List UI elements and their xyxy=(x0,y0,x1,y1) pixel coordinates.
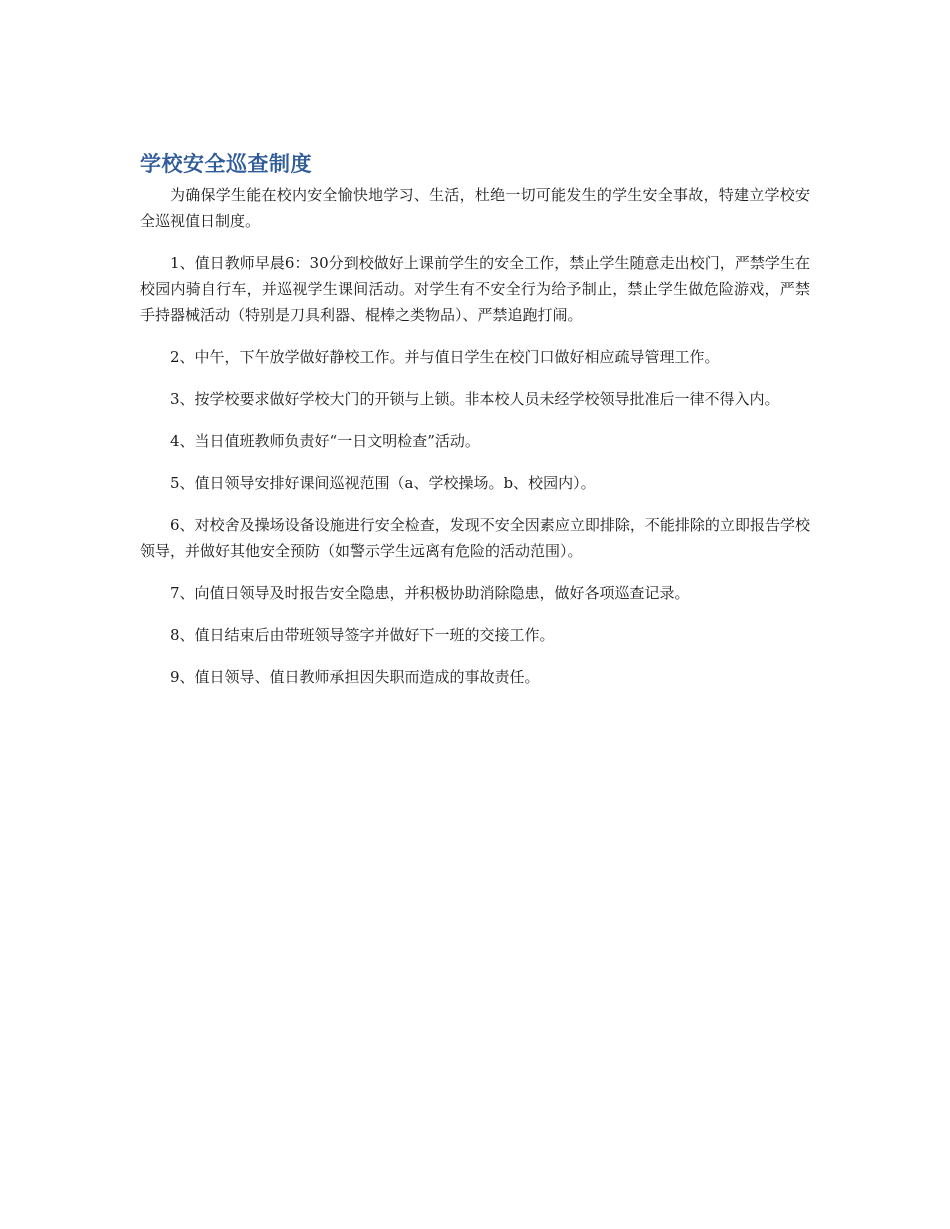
document-body xyxy=(140,150,810,706)
rule-item-4: 4、当日值班教师负责好“一日文明检查”活动。 xyxy=(170,432,480,450)
rule-item-3: 3、按学校要求做好学校大门的开锁与上锁。非本校人员未经学校领导批准后一律不得入内。 xyxy=(170,390,780,408)
rule-item-8: 8、值日结束后由带班领导签字并做好下一班的交接工作。 xyxy=(170,626,555,644)
document-title: 学校安全巡查制度 xyxy=(140,152,312,176)
rule-item-6: 6、对校舍及操场设备设施进行安全检查，发现不安全因素应立即排除，不能排除的立即报告学校领导，并做好其他安全预防（如警示学生远离有危险的活动范围）。 xyxy=(140,516,810,560)
intro-paragraph: 为确保学生能在校内安全愉快地学习、生活，杜绝一切可能发生的学生安全事故，特建立学校安全巡视值日制度。 xyxy=(140,186,810,230)
rule-item-9: 9、值日领导、值日教师承担因失职而造成的事故责任。 xyxy=(170,668,540,686)
rule-item-1: 1、值日教师早晨6：30分到校做好上课前学生的安全工作，禁止学生随意走出校门，严禁学生在校园内骑自行车，并巡视学生课间活动。对学生有不安全行为给予制止，禁止学生做危险游戏，严禁手持器械活动（特别是刀具利器、棍棒之类物品）、严禁追跑打闹。 xyxy=(140,254,810,324)
rule-item-5: 5、值日领导安排好课间巡视范围（a、学校操场。b、校园内）。 xyxy=(170,474,596,492)
rule-item-2: 2、中午，下午放学做好静校工作。并与值日学生在校门口做好相应疏导管理工作。 xyxy=(170,348,720,366)
rule-item-7: 7、向值日领导及时报告安全隐患，并积极协助消除隐患，做好各项巡查记录。 xyxy=(170,584,690,602)
